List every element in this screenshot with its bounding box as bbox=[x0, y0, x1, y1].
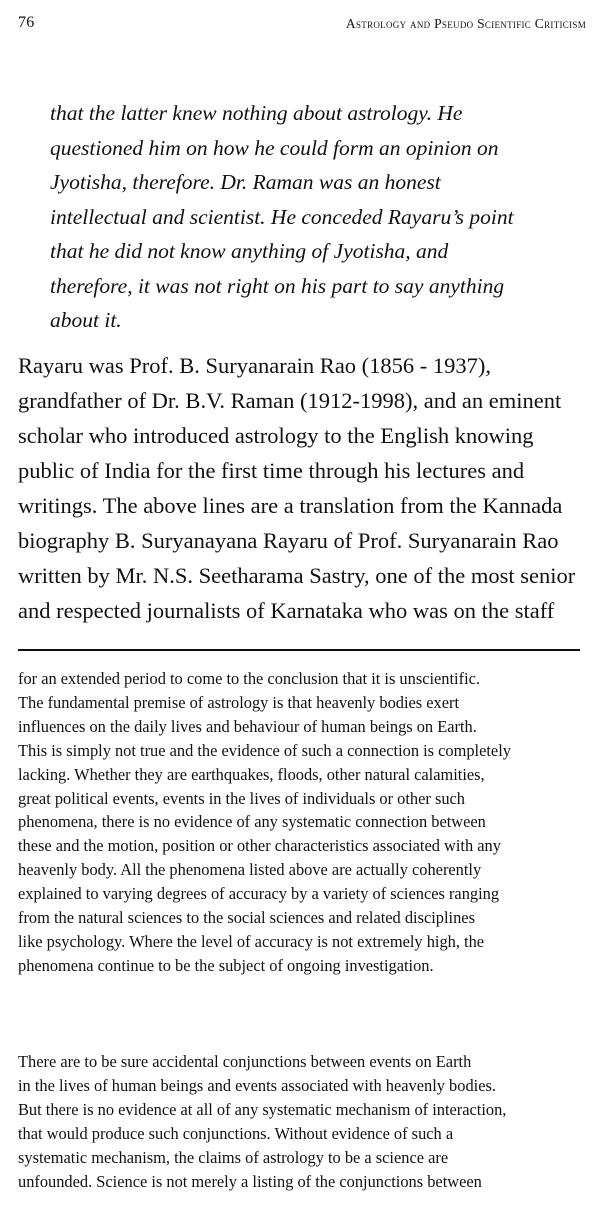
page-header bbox=[18, 10, 586, 34]
footnote-paragraph-2: There are to be sure accidental conjunctions between events on Earth in the lives of human beings and events associated with heavenly bodies. But there is no evidence at all of any systematic mechanism of interaction, that would produce such conjunctions. Without evidence of such a systematic mechanism, the claims of astrology to be a science are unfounded. Science is not merely a listing of the conjunctions between bbox=[18, 1052, 507, 1191]
footnote-divider bbox=[18, 649, 580, 651]
body-paragraph: Rayaru was Prof. B. Suryanarain Rao (1856 - 1937), grandfather of Dr. B.V. Raman (1912-1998), and an eminent scholar who introduced astrology to the English knowing public of India for the first time through his lectures and writings. The above lines are a translation from the Kannada biography B. Suryanayana Rayaru of Prof. Suryanarain Rao written by Mr. N.S. Seetharama Sastry, one of the most senior and respected journalists of Karnataka who was on the staff bbox=[18, 353, 576, 623]
page-number: 76 bbox=[18, 14, 35, 31]
block-quote: that the latter knew nothing about astrology. He questioned him on how he could form an opinion on Jyotisha, therefore. Dr. Raman was an honest intellectual and scientist. He conceded Rayaru’s point that he did not know anything of Jyotisha, and therefore, it was not right on his part to say anything about it. bbox=[50, 101, 514, 332]
running-title: Astrology and Pseudo Scientific Criticism bbox=[345, 16, 586, 31]
footnote-paragraph-1: for an extended period to come to the conclusion that it is unscientific. The fundamental premise of astrology is that heavenly bodies exert influences on the daily lives and behaviour of human beings on Earth. This is simply not true and the evidence of such a connection is completely lacking. Whether they are earthquakes, floods, other natural calamities, great political events, events in the lives of individuals or other such phenomena, there is no evidence of any systematic connection between these and the motion, position or other characteristics associated with any heavenly body. All the phenomena listed above are actually coherently explained to varying degrees of accuracy by a variety of sciences ranging from the natural sciences to the social sciences and related disciplines like psychology. Where the level of accuracy is not extremely high, the phenomena continue to be the subject of ongoing investigation. bbox=[18, 669, 511, 975]
